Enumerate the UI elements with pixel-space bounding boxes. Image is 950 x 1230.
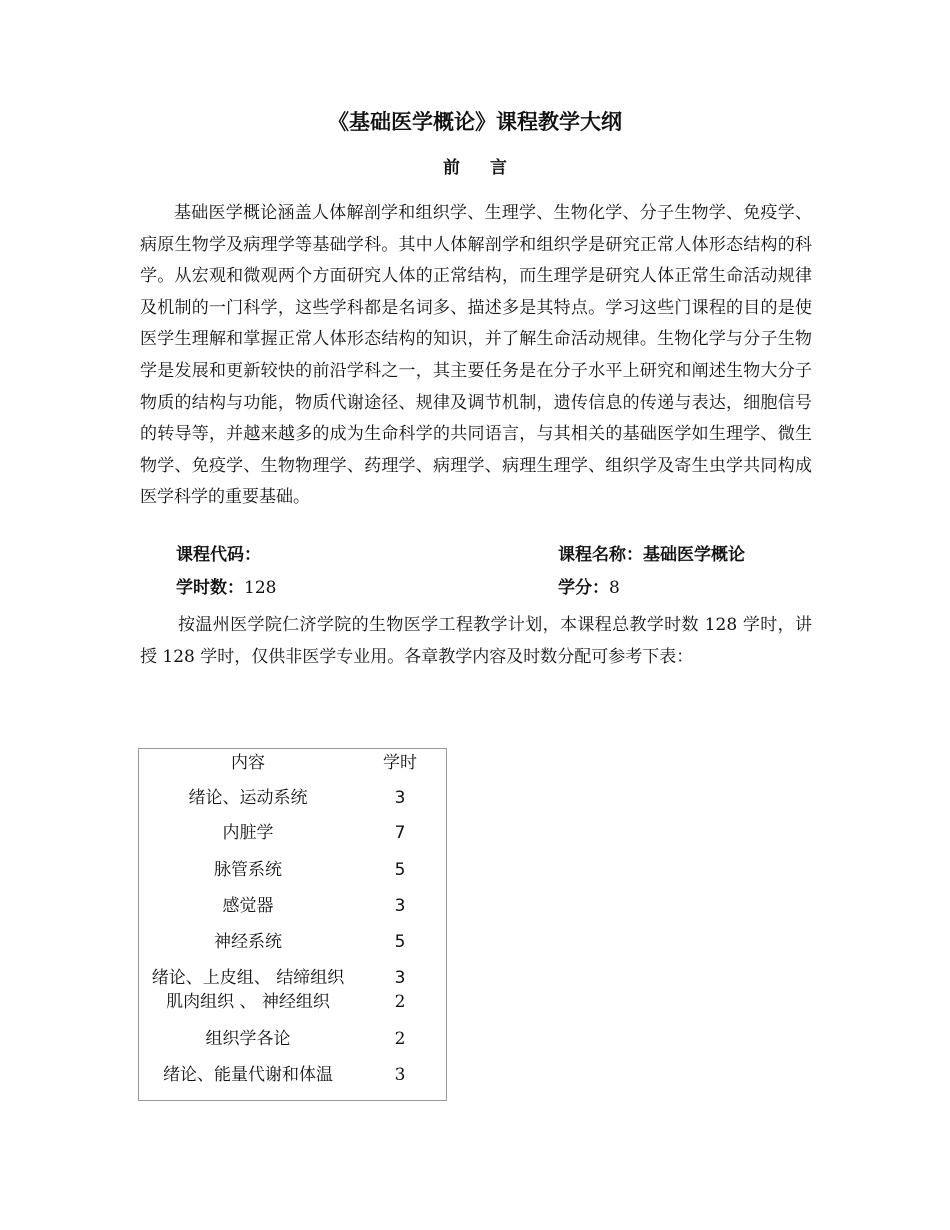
course-code-label: 课程代码： [176,545,261,565]
table-row-hours: 7 [394,823,406,843]
table-row-hours: 5 [394,932,406,952]
table-header-content: 内容 [231,753,265,773]
course-credits [558,573,620,603]
document-title: 《基础医学概论》课程教学大纲 [328,110,622,134]
course-name [558,540,745,570]
table-row-hours: 3 [394,896,406,916]
credits-label: 学分： [558,578,609,598]
table-row-content: 组织学各论 [205,1029,291,1049]
table-row-content: 绪论、运动系统 [188,788,308,808]
table-row-hours: 2 [394,992,406,1012]
course-name-value: 基础医学概论 [643,545,745,565]
course-name-label: 课程名称： [558,545,643,565]
table-row-content: 脉管系统 [214,860,282,880]
intro-paragraph: 基础医学概论涵盖人体解剖学和组织学、生理学、生物化学、分子生物学、免疫学、病原生物学及病理学等基础学科。其中人体解剖学和组织学是研究正常人体形态结构的科学。从宏观和微观两个方面研究人体的正常结构，而生理学是研究人体正常生命活动规律及机制的一门科学，这些学科都是名词多、描述多是其特点。学习这些门课程的目的是使医学生理解和掌握正常人体形态结构的知识，并了解生命活动规律。生物化学与分子生物学是发展和更新较快的前沿学科之一，其主要任务是在分子水平上研究和阐述生物大分子物质的结构与功能，物质代谢途径、规律及调节机制，遗传信息的传递与表达，细胞信号的转导等，并越来越多的成为生命科学的共同语言，与其相关的基础医学如生理学、微生物学、免疫学、生物物理学、药理学、病理学、病理生理学、组织学及寄生虫学共同构成医学科学的重要基础。 [140,203,812,508]
table-header-hours: 学时 [383,753,417,773]
credits-value: 8 [609,578,620,598]
table-row-hours: 3 [394,788,406,808]
plan-paragraph: 按温州医学院仁济学院的生物医学工程教学计划，本课程总教学时数 128 学时，讲授 128 学时，仅供非医学专业用。各章教学内容及时数分配可参考下表： [140,615,812,667]
table-row-hours: 3 [394,968,406,988]
table-row-content: 绪论、能量代谢和体温 [163,1065,333,1085]
table-row-content: 绪论、上皮组、 结缔组织 [151,968,345,988]
table-row-content: 神经系统 [214,932,282,952]
hours-label: 学时数： [176,578,244,598]
hours-value: 128 [244,578,277,598]
course-code [176,540,261,570]
table-row-content: 肌肉组织 、 神经组织 [166,992,330,1012]
table-row-content: 感觉器 [222,896,274,916]
table-row-hours: 3 [394,1065,406,1085]
hours-allocation-table [138,748,447,1101]
table-row-content: 内脏学 [222,823,274,843]
course-hours [176,573,276,603]
table-row-hours: 5 [394,860,406,880]
section-title-preface: 前言 [443,158,537,178]
table-row-hours: 2 [394,1029,406,1049]
